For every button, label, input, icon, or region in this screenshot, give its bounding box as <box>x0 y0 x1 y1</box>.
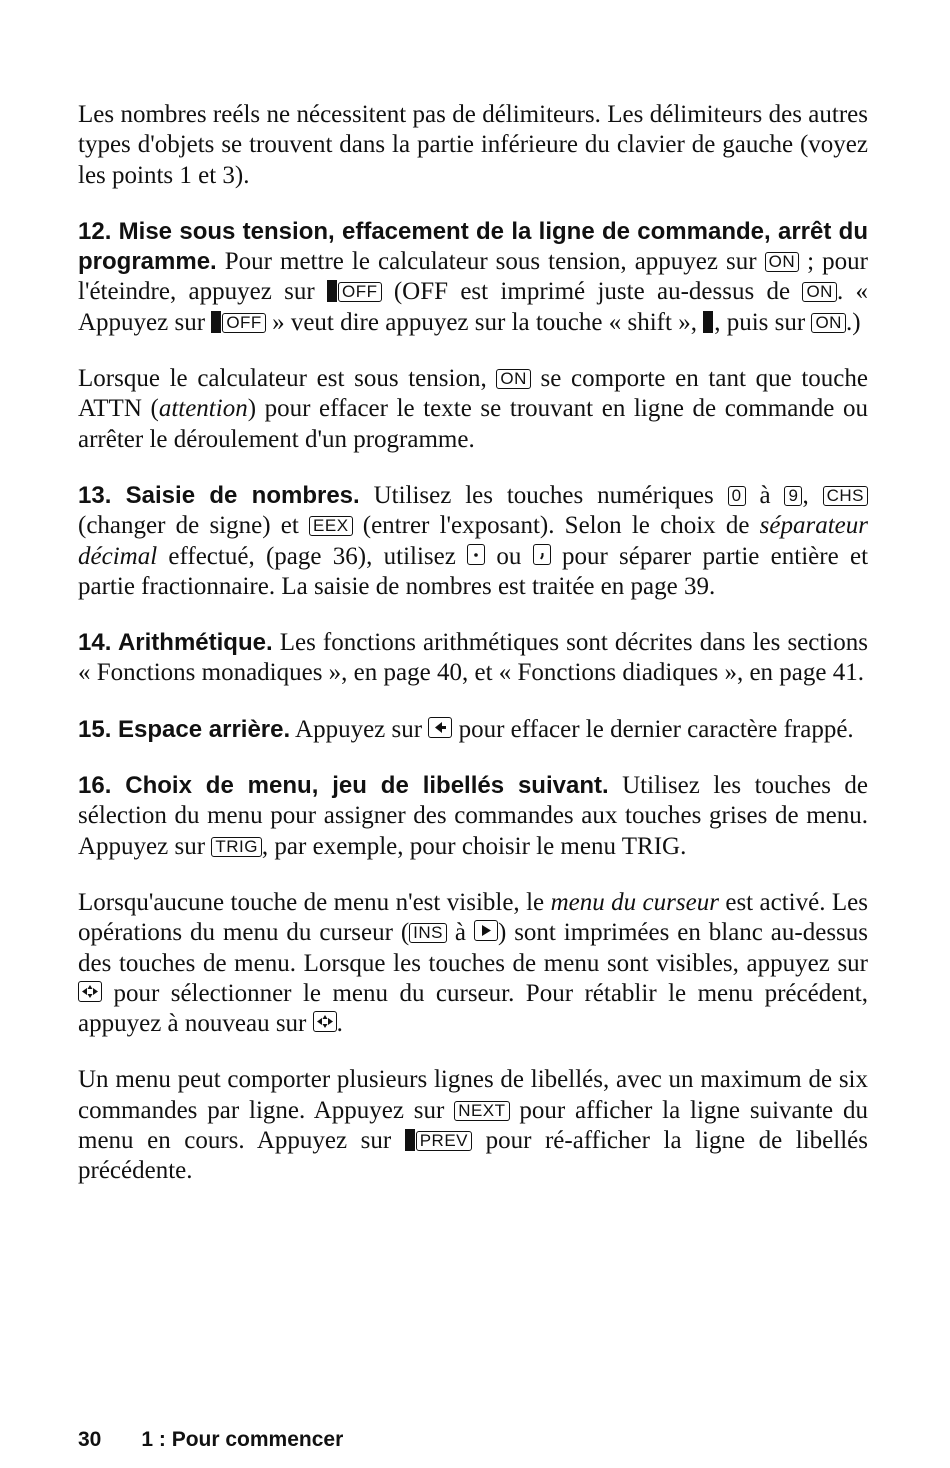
s16-p3b: pour afficher la ligne suivante du menu en cours. Appuyez sur <box>78 1096 868 1155</box>
on-key: ON <box>765 252 800 272</box>
s12-t3: (OFF est imprimé juste au-dessus de <box>381 278 803 306</box>
section-12 <box>78 217 868 338</box>
backspace-key-icon <box>428 717 452 738</box>
section-16-paragraph-3 <box>78 1065 868 1186</box>
s12-t2: ; pour l'éteindre, appuyez sur <box>78 248 868 306</box>
s16-t1: Utilisez les touches de sélection du menu pour assigner des commandes aux touches grises de menu. Appuyez sur <box>78 772 869 860</box>
chs-key: CHS <box>823 486 868 506</box>
section-14 <box>78 628 868 689</box>
s12-p2c: ) pour effacer le texte se trouvant en ligne de commande ou arrêter le déroulement d'un programme. <box>78 395 868 453</box>
s13-t4: (changer de signe) et <box>78 512 310 540</box>
s14-t1: Les fonctions arithmétiques sont décrites dans les sections « Fonctions monadiques », en page 40, et « Fonctions diadiques », en page 41. <box>78 629 868 687</box>
s12-t7: .) <box>845 308 861 336</box>
s16-p2e: pour sélectionner le menu du curseur. Pour rétablir le menu précédent, appuyez à nouveau sur <box>78 979 868 1038</box>
nine-key: 9 <box>784 486 802 506</box>
intro-text: Les nombres reéls ne nécessitent pas de délimiteurs. Les délimiteurs des autres types d'objets se trouvent dans la partie inférieure du clavier de gauche (voyez les points 1 et 3). <box>78 101 868 189</box>
right-arrow-key-icon <box>474 920 498 941</box>
shift-key-icon <box>703 311 713 333</box>
s13-t6: effectué, (page 36), utilisez <box>157 542 468 570</box>
next-key: NEXT <box>454 1101 509 1121</box>
s16-p2c: à <box>447 919 474 947</box>
s13-italic: séparateur décimal <box>78 512 868 570</box>
section-13-heading: 13. Saisie de nombres. <box>78 481 360 509</box>
s13-t5: (entrer l'exposant). Selon le choix de <box>352 512 760 540</box>
s16-p3c: pour ré-afficher la ligne de libellés précédente. <box>78 1127 868 1185</box>
zero-key: 0 <box>728 486 746 506</box>
s12-p2-italic: attention <box>158 395 248 423</box>
section-12-paragraph-2 <box>78 364 868 455</box>
s16-p2b: est activé. Les opérations du menu du curseur ( <box>78 888 868 947</box>
on-key: ON <box>802 282 837 302</box>
shift-key-icon <box>211 311 221 333</box>
intro-paragraph <box>78 100 868 191</box>
s16-p2d: ) sont imprimées en blanc au-dessus des touches de menu. Lorsque les touches de menu sont visibles, appuyez sur <box>78 919 869 977</box>
trig-key: TRIG <box>211 837 262 857</box>
off-key: OFF <box>222 313 266 333</box>
s13-t8: pour séparer partie entière et partie fractionnaire. La saisie de nombres est traitée en page 39. <box>78 542 869 600</box>
page-footer <box>78 1428 343 1452</box>
prev-key: PREV <box>416 1131 472 1151</box>
shift-key-icon <box>327 280 337 302</box>
s12-t4: . « Appuyez sur <box>78 278 869 336</box>
section-16-paragraph-2 <box>78 888 868 1039</box>
section-12-heading: 12. Mise sous tension, effacement de la ligne de commande, arrêt du programme. <box>78 217 868 276</box>
page-body <box>78 100 868 1213</box>
s13-t3: , <box>802 481 823 509</box>
comma-key-icon <box>533 544 551 565</box>
section-14-heading: 14. Arithmétique. <box>78 629 273 657</box>
s16-t2: , par exemple, pour choisir le menu TRIG. <box>261 832 687 860</box>
s16-p2f: . <box>336 1010 343 1038</box>
s16-p2a: Lorsqu'aucune touche de menu n'est visible, le <box>78 888 551 916</box>
s12-t5: » veut dire appuyez sur la touche « shift », <box>265 308 704 336</box>
section-16 <box>78 771 868 862</box>
s16-p3a: Un menu peut comporter plusieurs lignes de libellés, avec un maximum de six commandes par ligne. Appuyez sur <box>78 1066 868 1124</box>
shift-key-icon <box>405 1129 415 1151</box>
cursor-menu-key-icon <box>313 1011 337 1032</box>
section-15-heading: 15. Espace arrière. <box>78 715 291 743</box>
section-13 <box>78 481 868 602</box>
chapter-title: 1 : Pour commencer <box>141 1428 344 1451</box>
on-key: ON <box>496 369 531 389</box>
section-16-heading: 16. Choix de menu, jeu de libellés suivant. <box>78 772 609 800</box>
on-key: ON <box>811 313 846 333</box>
s12-t1: Pour mettre le calculateur sous tension, appuyez sur <box>216 248 765 276</box>
page-number: 30 <box>78 1428 102 1451</box>
ins-key: INS <box>409 923 447 943</box>
s13-t2: à <box>745 481 785 509</box>
cursor-menu-key-icon <box>78 981 102 1002</box>
decimal-point-key-icon <box>467 544 485 565</box>
s15-t1: Appuyez sur <box>290 715 429 743</box>
s15-t2: pour effacer le dernier caractère frappé. <box>452 715 854 743</box>
off-key: OFF <box>338 282 382 302</box>
s13-t1: Utilisez les touches numériques <box>359 481 728 509</box>
s12-p2a: Lorsque le calculateur est sous tension, <box>78 365 497 393</box>
section-15 <box>78 715 868 745</box>
s13-t7: ou <box>485 542 533 570</box>
s12-t6: , puis sur <box>714 308 812 336</box>
s16-p2-italic: menu du curseur <box>550 888 719 916</box>
eex-key: EEX <box>309 516 353 536</box>
s12-p2b: se comporte en tant que touche ATTN ( <box>78 365 868 423</box>
